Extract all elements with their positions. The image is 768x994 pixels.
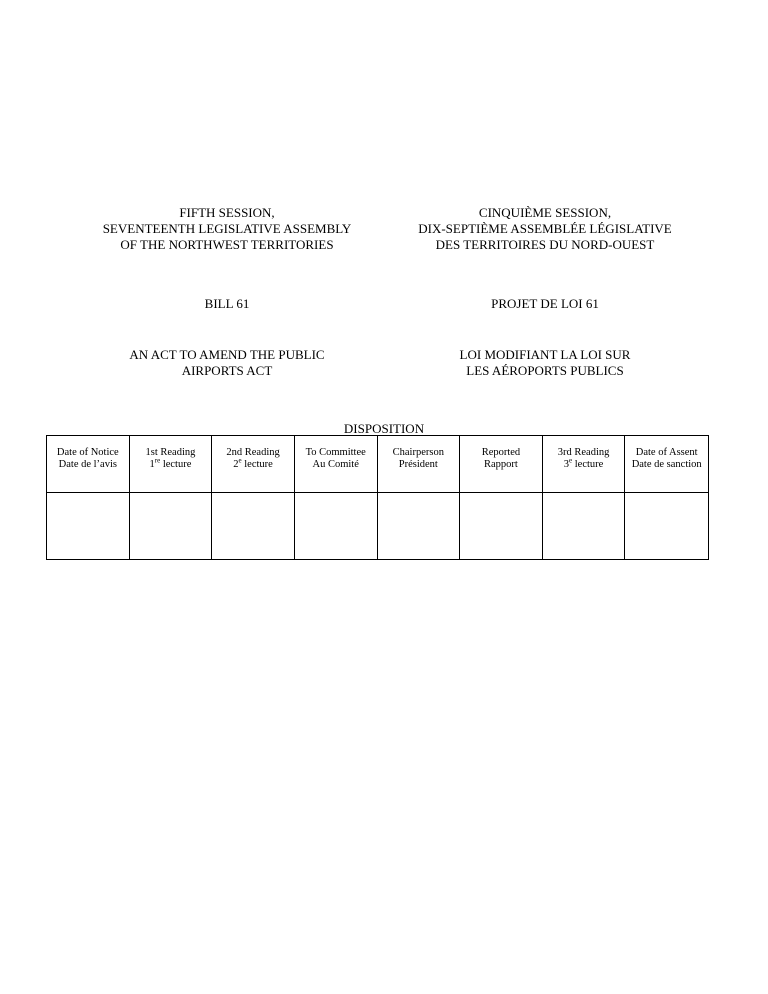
header-en: Reported: [481, 447, 521, 458]
column-header-to-committee: [295, 436, 378, 493]
french-session-line-2: DIX-SEPTIÈME ASSEMBLÉE LÉGISLATIVE: [418, 221, 672, 236]
english-session-header: [70, 205, 384, 253]
english-session-line-1: FIFTH SESSION,: [179, 205, 275, 220]
header-fr-word: lecture: [572, 459, 604, 470]
column-header-reported: [460, 436, 543, 493]
column-header-date-of-assent: [625, 436, 708, 493]
entry-third-reading: [543, 493, 626, 559]
header-fr: Date de l’avis: [58, 459, 117, 470]
header-fr: Président: [398, 459, 438, 470]
french-title-line-2: LES AÉROPORTS PUBLICS: [466, 363, 624, 378]
header-fr: Date de sanction: [631, 459, 702, 470]
french-session-line-1: CINQUIÈME SESSION,: [478, 205, 612, 220]
header-en: Date of Assent: [635, 447, 698, 458]
english-session-line-2: SEVENTEENTH LEGISLATIVE ASSEMBLY: [102, 221, 352, 236]
header-fr-number: 1: [149, 459, 155, 470]
entry-first-reading: [130, 493, 213, 559]
header-fr-word: lecture: [241, 459, 273, 470]
french-bill-title: [388, 347, 702, 379]
header-en: 3rd Reading: [557, 447, 610, 458]
column-header-first-reading: [130, 436, 213, 493]
column-header-date-of-notice: [47, 436, 130, 493]
entry-date-of-assent: [625, 493, 708, 559]
entry-chairperson: [378, 493, 461, 559]
french-title-line-1: LOI MODIFIANT LA LOI SUR: [459, 347, 631, 362]
column-header-second-reading: [212, 436, 295, 493]
header-fr-number: 3: [563, 459, 570, 470]
header-en: Chairperson: [392, 447, 444, 458]
french-bill-label: PROJET DE LOI 61: [491, 296, 599, 311]
header-fr-suffix: re: [154, 456, 161, 465]
english-session-line-3: OF THE NORTHWEST TERRITORIES: [120, 237, 334, 252]
header-en: 1st Reading: [145, 447, 196, 458]
entry-reported: [460, 493, 543, 559]
column-header-chairperson: [378, 436, 461, 493]
header-fr-suffix: e: [569, 456, 573, 465]
french-session-line-3: DES TERRITOIRES DU NORD-OUEST: [435, 237, 655, 252]
header-en: 2nd Reading: [226, 447, 280, 458]
entry-second-reading: [212, 493, 295, 559]
header-en: To Committee: [305, 447, 366, 458]
header-fr-word: lecture: [160, 459, 192, 470]
header-fr-number: 2: [233, 459, 239, 470]
disposition-heading: DISPOSITION: [343, 421, 425, 436]
english-title-line-1: AN ACT TO AMEND THE PUBLIC: [129, 347, 325, 362]
english-title-line-2: AIRPORTS ACT: [181, 363, 273, 378]
header-fr: Rapport: [484, 459, 518, 470]
english-bill-number: [70, 296, 384, 312]
header-fr: [212, 456, 294, 471]
entry-to-committee: [295, 493, 378, 559]
header-fr-suffix: e: [238, 456, 242, 465]
entry-date-of-notice: [47, 493, 130, 559]
french-session-header: [388, 205, 702, 253]
column-header-third-reading: [543, 436, 626, 493]
header-fr: [543, 456, 625, 471]
header-en: Date of Notice: [56, 447, 119, 458]
header-fr: [130, 456, 212, 471]
english-bill-title: [70, 347, 384, 379]
disposition-table: [46, 435, 709, 560]
header-fr: Au Comité: [312, 459, 359, 470]
english-bill-label: BILL 61: [204, 296, 250, 311]
french-bill-number: [388, 296, 702, 312]
